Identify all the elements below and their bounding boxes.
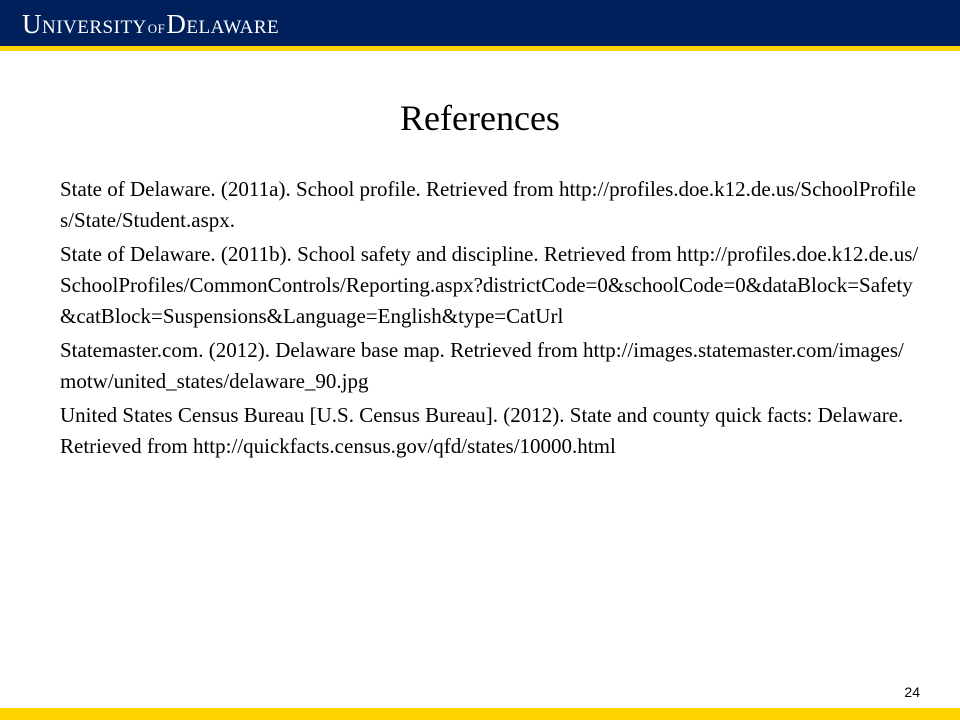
logo-letter-u: U	[22, 9, 42, 39]
logo-letter-d: D	[166, 9, 187, 39]
reference-item: Statemaster.com. (2012). Delaware base map. Retrieved from http://images.statemaster.com/images/motw/united_states/delaware_90.jpg	[60, 338, 904, 393]
logo-niversity: NIVERSITY	[42, 17, 147, 38]
reference-item: State of Delaware. (2011b). School safety and discipline. Retrieved from http://profiles.doe.k12.de.us/SchoolProfiles/CommonControls/Reporting.aspx?districtCode=0&schoolCode=0&dataBlock=Safety&catBlock=Suspensions&Language=English&type=CatUrl	[60, 242, 919, 328]
reference-item: State of Delaware. (2011a). School profile. Retrieved from http://profiles.doe.k12.de.us/SchoolProfiles/State/Student.aspx.	[60, 177, 916, 232]
logo-elaware: ELAWARE	[186, 17, 280, 38]
page-number: 24	[904, 684, 920, 700]
header-bar	[0, 0, 960, 46]
reference-list	[60, 174, 920, 465]
header-gold-stripe	[0, 46, 960, 51]
logo-of: OF	[147, 21, 166, 36]
footer-gold-bar	[0, 708, 960, 720]
slide-title: References	[400, 98, 560, 138]
university-of-delaware-logo	[22, 9, 279, 44]
reference-item: United States Census Bureau [U.S. Census Bureau]. (2012). State and county quick facts: Delaware. Retrieved from http://quickfacts.census.gov/qfd/states/10000.html	[60, 403, 904, 458]
